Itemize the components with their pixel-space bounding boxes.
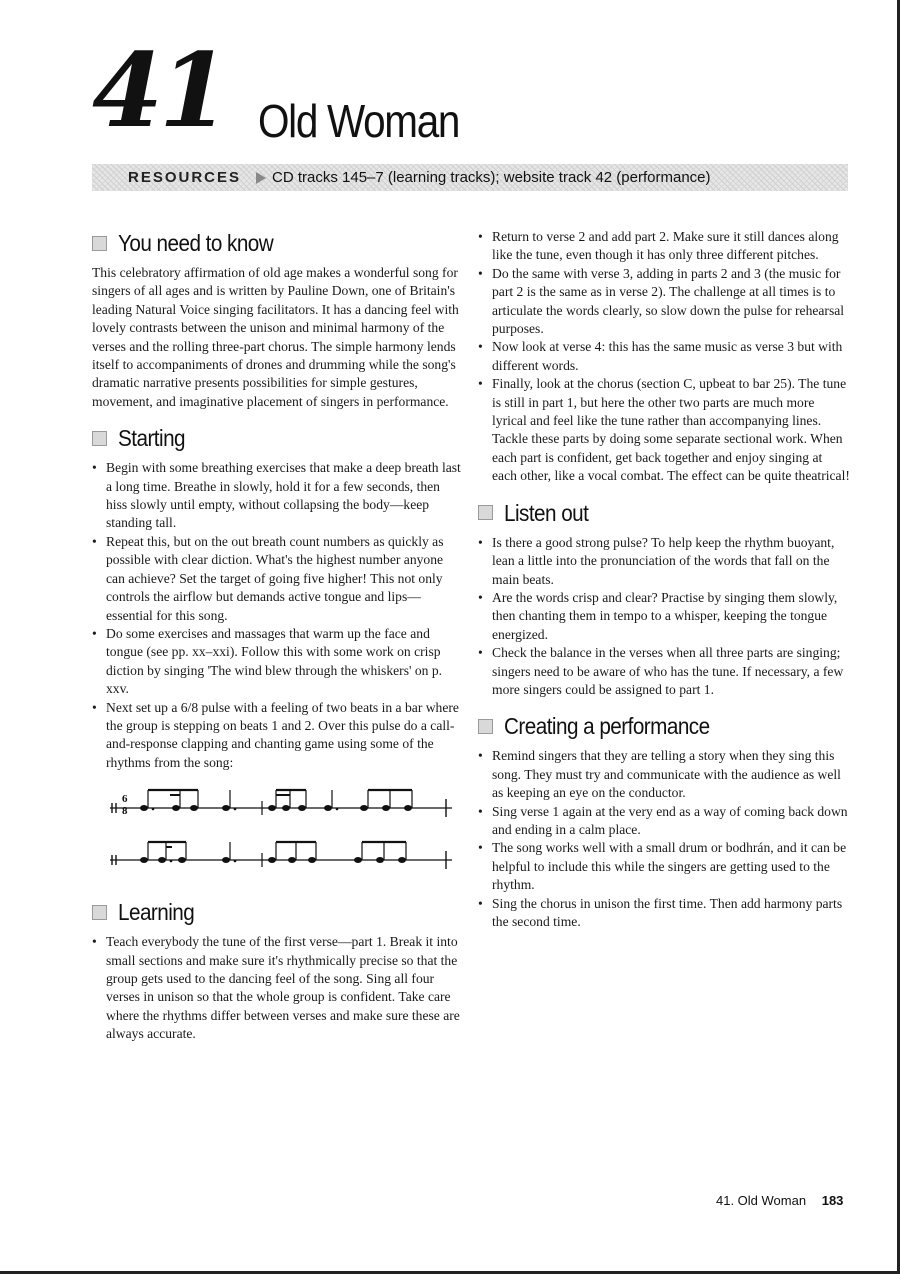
section-title: Starting [118, 425, 186, 452]
list-item: • The song works well with a small drum or bodhrán, and it can be helpful to include this while the singers are getting used to the rhythm. [478, 839, 850, 894]
square-box-icon [92, 431, 107, 446]
learning-list [92, 933, 464, 1043]
page-footer [716, 1193, 843, 1208]
section-title: Learning [118, 899, 195, 926]
running-title: 41. Old Woman [716, 1193, 807, 1208]
section-title: Listen out [504, 499, 589, 526]
creating-list [478, 747, 850, 931]
rhythm-staff-svg [106, 784, 456, 884]
section-title: Creating a performance [504, 713, 710, 740]
list-item: • Do some exercises and massages that warm up the face and tongue (see pp. xx–xxi). Follow this with some work on crisp diction by singing 'The wind blew through the whiskers' on p. xxv. [92, 625, 464, 699]
square-box-icon [92, 905, 107, 920]
list-item: • Return to verse 2 and add part 2. Make sure it still dances along like the tune, even though it has only three different pitches. [478, 228, 850, 265]
triangle-arrow-icon [256, 172, 266, 184]
intro-paragraph: This celebratory affirmation of old age makes a wonderful song for singers of all ages and is written by Pauline Down, one of Britain's leading Natural Voice singing facilitators. It has a dancing feel with lovely contrasts between the unison and minimal harmony of the verses and the rolling three-part chorus. The simple harmony lends itself to accompaniments of drones and drumming while the song's dramatic narrative presents possibilities for simple gestures, movement, and imaginative placement of singers in performance. [92, 265, 459, 409]
section-heading-you-need-to-know [92, 228, 464, 258]
square-box-icon [92, 236, 107, 251]
rhythm-line-2 [110, 842, 452, 869]
right-column [478, 228, 850, 931]
starting-list [92, 459, 464, 772]
chapter-number: 41 [92, 31, 226, 151]
listen-out-list [478, 534, 850, 700]
resources-label: RESOURCES [128, 169, 242, 186]
list-item: • Teach everybody the tune of the first verse—part 1. Break it into small sections and make sure it's rhythmically precise so that the group gets used to the dancing feel of the song. Sing all four verses in unison so that the whole group is confident. Take care where the rhythms differ between verses and make sure these are always accurate. [92, 933, 464, 1043]
square-box-icon [478, 505, 493, 520]
section-heading-listen-out [478, 498, 850, 528]
list-item: • Is there a good strong pulse? To help keep the rhythm buoyant, lean a little into the pronunciation of the words that fall on the main beats. [478, 534, 850, 589]
list-item: • Are the words crisp and clear? Practise by singing them slowly, then chanting them in tempo to a whisper, keeping the tongue energized. [478, 589, 850, 644]
list-item: • Next set up a 6/8 pulse with a feeling of two beats in a bar where the group is stepping on beats 1 and 2. Over this pulse do a call-and-response clapping and chanting game using some of the rhythms from the song: [92, 699, 464, 773]
list-item: • Sing the chorus in unison the first time. Then add harmony parts the second time. [478, 895, 850, 932]
list-item: • Now look at verse 4: this has the same music as verse 3 but with different words. [478, 338, 850, 375]
resources-bar [92, 164, 848, 191]
list-item: • Sing verse 1 again at the very end as a way of coming back down and ending in a calm place. [478, 803, 850, 840]
list-item: • Begin with some breathing exercises that make a deep breath last a long time. Breathe in slowly, hold it for a few seconds, then hiss slowly until empty, without collapsing the body—keep standing tall. [92, 459, 464, 533]
rhythm-line-1 [110, 790, 452, 817]
list-item: • Repeat this, but on the out breath count numbers as quickly as possible with clear diction. What's the highest number anyone can achieve? Set the target of going five higher! This not only controls the airflow but demands active tongue and lips—essential for this song. [92, 533, 464, 625]
section-heading-learning [92, 897, 464, 927]
learning-list-continued [478, 228, 850, 486]
list-item: • Finally, look at the chorus (section C, upbeat to bar 25). The tune is still in part 1, but here the other two parts are much more lyrical and feel like the tune rather than accompanying lines. Tackle these parts by doing some separate sectional work. When each part is confident, get back together and enjoy singing at each other, like a vocal combat. The effect can be quite theatrical! [478, 375, 850, 485]
list-item: • Do the same with verse 3, adding in parts 2 and 3 (the music for part 2 is the same as in verse 2). The challenge at all times is to articulate the words clearly, so slow down the pulse for rehearsal purposes. [478, 265, 850, 339]
chapter-title: Old Woman [258, 95, 460, 147]
time-sig-top: 6 [122, 793, 128, 806]
section-heading-creating-a-performance [478, 711, 850, 741]
rhythm-notation [106, 784, 464, 889]
page-number: 183 [821, 1193, 844, 1208]
time-sig-bottom: 8 [122, 805, 128, 818]
resources-text: CD tracks 145–7 (learning tracks); website track 42 (performance) [272, 169, 711, 186]
square-box-icon [478, 719, 493, 734]
list-item: • Remind singers that they are telling a story when they sing this song. They must try and communicate with the audience as well as keeping an eye on the conductor. [478, 747, 850, 802]
section-heading-starting [92, 423, 464, 453]
list-item: • Check the balance in the verses when all three parts are singing; singers need to be aware of who has the tune. If necessary, a few more singers could be assigned to part 1. [478, 644, 850, 699]
section-title: You need to know [118, 230, 274, 256]
left-column [92, 228, 464, 1044]
